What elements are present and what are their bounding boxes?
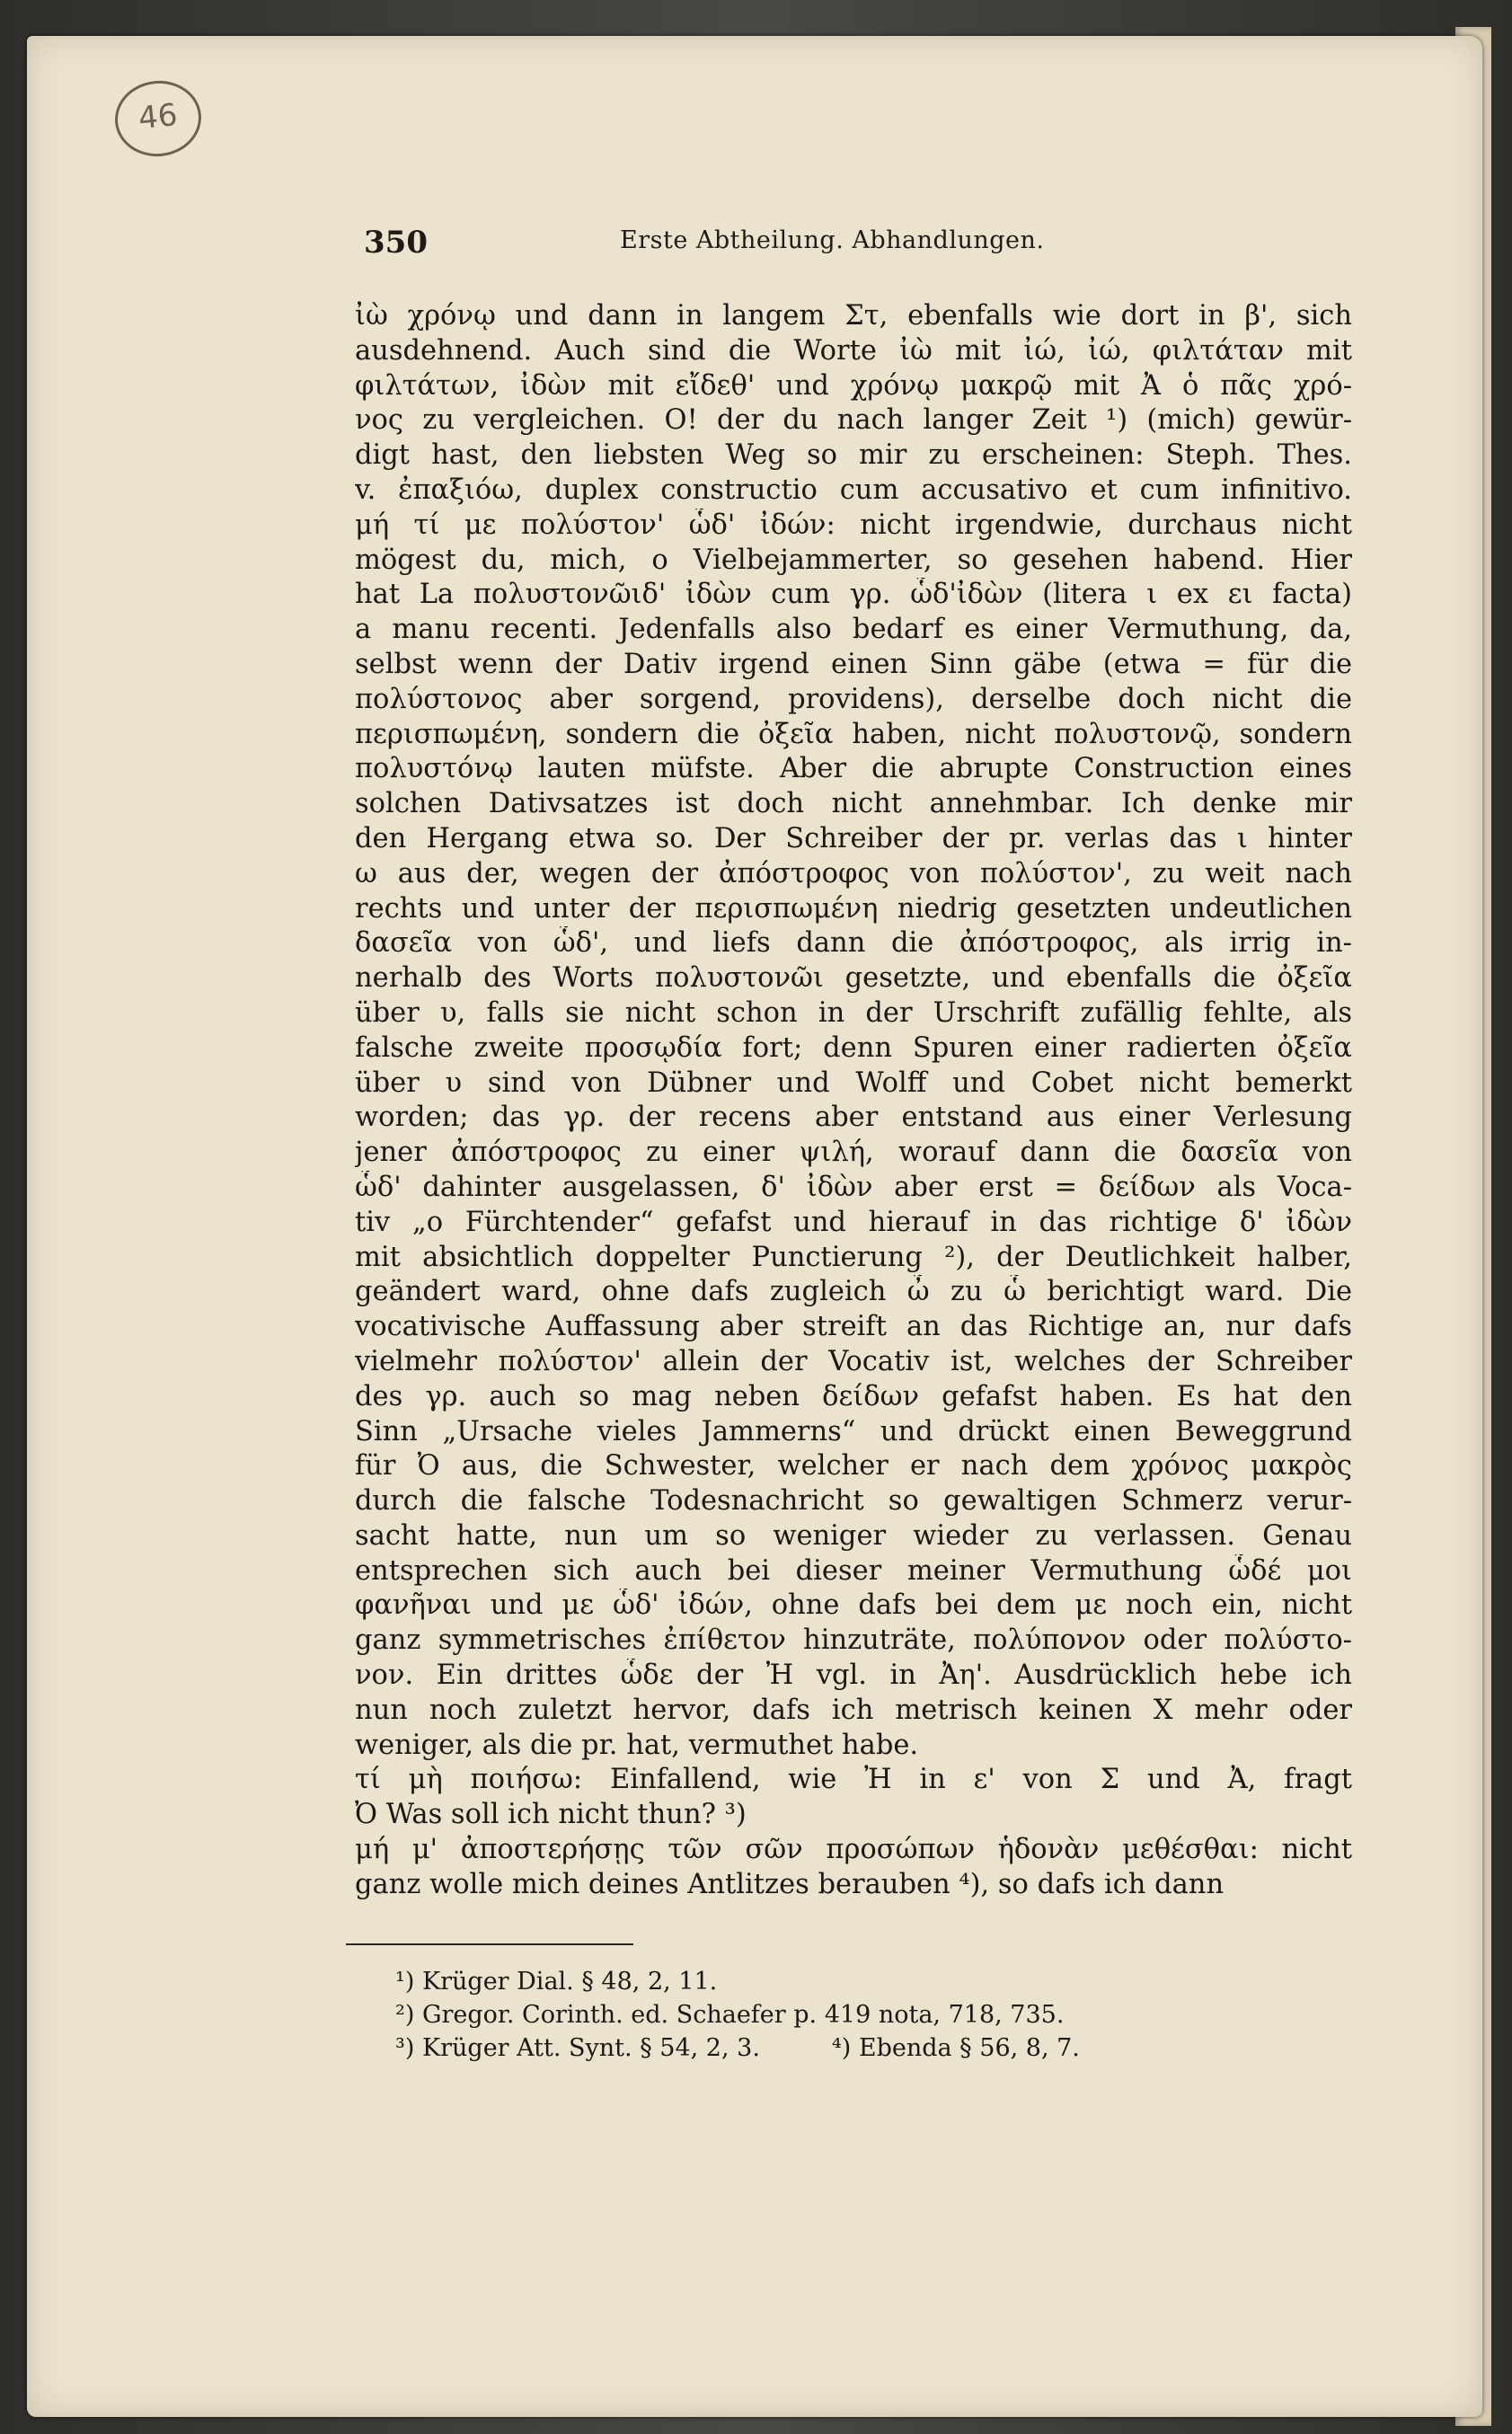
text-line: Sinn „Ursache vieles Jammerns“ und drückt einen Beweggrund <box>355 1415 1352 1447</box>
text-line: nun noch zuletzt hervor, dafs ich metrisch keinen X mehr oder <box>355 1694 1352 1726</box>
text-line: sacht hatte, nun um so weniger wieder zu verlassen. Genau <box>355 1519 1352 1552</box>
page-header <box>364 225 1361 261</box>
text-line: vielmehr πολύστον' allein der Vocativ ist, welches der Schreiber <box>355 1345 1352 1377</box>
text-line: Ὀ Was soll ich nicht thun? ³) <box>355 1799 747 1831</box>
text-line: den Hergang etwa so. Der Schreiber der pr. verlas das ι hinter <box>355 822 1352 854</box>
text-line: νος zu vergleichen. O! der du nach langer Zeit ¹) (mich) gewür- <box>355 404 1352 437</box>
page-number: 350 <box>364 225 428 261</box>
footnote-1: ¹) Krüger Dial. § 48, 2, 11. <box>395 1968 718 1996</box>
text-line: selbst wenn der Dativ irgend einen Sinn gäbe (etwa = für die <box>355 648 1352 680</box>
footnote-3: ³) Krüger Att. Synt. § 54, 2, 3. <box>395 2034 760 2062</box>
text-line: weniger, als die pr. hat, vermuthet habe. <box>355 1729 919 1761</box>
text-line: vocativische Auffassung aber streift an das Richtige an, nur dafs <box>355 1311 1352 1343</box>
text-line: ἰὼ χρόνῳ und dann in langem Στ, ebenfalls wie dort in β', sich <box>355 300 1352 332</box>
text-line: über υ, falls sie nicht schon in der Urschrift zufällig fehlte, als <box>355 996 1352 1029</box>
text-line: über υ sind von Dübner und Wolff und Cobet nicht bemerkt <box>355 1067 1352 1099</box>
text-line: mit absichtlich doppelter Punctierung ²), der Deutlichkeit halber, <box>355 1241 1352 1273</box>
text-line: nerhalb des Worts πολυστονῶι gesetzte, und ebenfalls die ὀξεῖα <box>355 962 1352 995</box>
text-line: entsprechen sich auch bei dieser meiner Vermuthung ὧδέ μοι <box>355 1554 1352 1587</box>
footnote-4: ⁴) Ebenda § 56, 8, 7. <box>831 2034 1080 2062</box>
footnote-3-4 <box>395 2031 1294 2065</box>
footnote-rule <box>346 1943 633 1945</box>
text-line: a manu recenti. Jedenfalls also bedarf es einer Vermuthung, da, <box>355 614 1352 646</box>
text-line: φιλτάτων, ἰδὼν mit εἴδεθ' und χρόνῳ μακρῷ mit Ἀ ὁ πᾶς χρό- <box>355 369 1352 402</box>
text-line: tiv „o Fürchtender“ gefafst und hierauf in das richtige δ' ἰδὼν <box>355 1206 1352 1238</box>
text-line: πολύστονος aber sorgend, providens), derselbe doch nicht die <box>355 683 1352 715</box>
text-line: v. ἐπαξιόω, duplex constructio cum accusativo et cum infinitivo. <box>355 474 1352 506</box>
text-line: jener ἀπόστροφος zu einer ψιλή, worauf dann die δασεῖα von <box>355 1137 1352 1169</box>
text-line: πολυστόνῳ lauten müfste. Aber die abrupte Construction eines <box>355 753 1352 785</box>
footnote-2: ²) Gregor. Corinth. ed. Schaefer p. 419 nota, 718, 735. <box>395 2001 1065 2029</box>
text-line: geändert ward, ohne dafs zugleich ὦ zu ὧ berichtigt ward. Die <box>355 1276 1352 1308</box>
text-line: durch die falsche Todesnachricht so gewaltigen Schmerz verur- <box>355 1485 1352 1518</box>
body-text <box>355 299 1352 1903</box>
text-line: φανῆναι und με ὧδ' ἰδών, ohne dafs bei dem με noch ein, nicht <box>355 1589 1352 1622</box>
running-head: Erste Abtheilung. Abhandlungen. <box>620 226 1045 254</box>
text-line: des γρ. auch so mag neben δείδων gefafst haben. Es hat den <box>355 1380 1352 1412</box>
text-line: hat La πολυστονῶιδ' ἰδὼν cum γρ. ὧδ'ἰδὼν (litera ι ex ει facta) <box>355 579 1352 611</box>
footnotes <box>395 1965 1294 2065</box>
text-line: für Ὀ aus, die Schwester, welcher er nach dem χρόνος μακρὸς <box>355 1450 1352 1483</box>
text-line: τί μὴ ποιήσω: Einfallend, wie Ἠ in ε' von Σ und Ἀ, fragt <box>355 1764 1352 1796</box>
text-line: δασεῖα von ὧδ', und liefs dann die ἀπόστροφος, als irrig in- <box>355 927 1352 960</box>
text-line: solchen Dativsatzes ist doch nicht annehmbar. Ich denke mir <box>355 788 1352 820</box>
text-line: περισπωμένη, sondern die ὀξεῖα haben, nicht πολυστονῷ, sondern <box>355 718 1352 750</box>
text-line: ω aus der, wegen der ἀπόστροφος von πολύστον', zu weit nach <box>355 857 1352 890</box>
text-line: ausdehnend. Auch sind die Worte ἰὼ mit ἰώ, ἰώ, φιλτάταν mit <box>355 334 1352 367</box>
text-line: ὧδ' dahinter ausgelassen, δ' ἰδὼν aber erst = δείδων als Voca- <box>355 1171 1352 1203</box>
text-line: μή μ' ἀποστερήσῃς τῶν σῶν προσώπων ἡδονὰν μεθέσθαι: nicht <box>355 1834 1352 1866</box>
text-line: mögest du, mich, o Vielbejammerter, so gesehen habend. Hier <box>355 544 1352 576</box>
text-line: νον. Ein drittes ὧδε der Ἠ vgl. in Ἀη'. Ausdrücklich hebe ich <box>355 1660 1352 1692</box>
archive-stamp: 46 <box>111 76 205 161</box>
text-line: falsche zweite προσῳδία fort; denn Spuren einer radierten ὀξεῖα <box>355 1031 1352 1064</box>
text-line: worden; das γρ. der recens aber entstand aus einer Verlesung <box>355 1102 1352 1134</box>
text-line: ganz symmetrisches ἐπίθετον hinzuträte, πολύπονον oder πολύστο- <box>355 1624 1352 1657</box>
text-line: digt hast, den liebsten Weg so mir zu erscheinen: Steph. Thes. <box>355 439 1352 472</box>
text-line: ganz wolle mich deines Antlitzes berauben ⁴), so dafs ich dann <box>355 1868 1225 1900</box>
text-line: μή τί με πολύστον' ὧδ' ἰδών: nicht irgendwie, durchaus nicht <box>355 509 1352 541</box>
text-line: rechts und unter der περισπωμένη niedrig gesetzten undeutlichen <box>355 892 1352 925</box>
